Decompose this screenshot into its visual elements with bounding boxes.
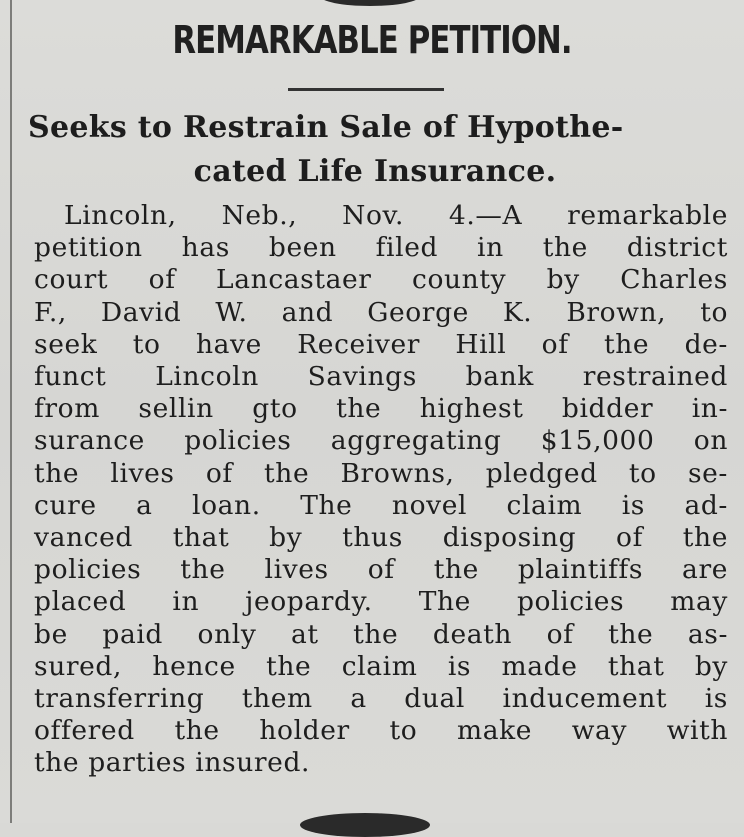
subheadline-line: cated Life Insurance. — [193, 154, 557, 189]
body-line: the lives of the Browns, pledged to se- — [34, 457, 728, 489]
body-line: the parties insured. — [34, 747, 311, 779]
subheadline-line: Seeks to Restrain Sale of Hypothe- — [28, 110, 624, 145]
body-line: seek to have Receiver Hill of the de- — [34, 328, 728, 360]
subheadline — [20, 106, 730, 194]
headline: REMARKABLE PETITION. — [172, 18, 572, 62]
body-line: transferring them a dual inducement is — [34, 683, 728, 715]
column-rule — [10, 0, 12, 823]
body-line: funct Lincoln Savings bank restrained — [34, 361, 728, 393]
body-line: offered the holder to make way with — [34, 715, 728, 747]
body-line: Lincoln, Neb., Nov. 4.—A remarkable — [64, 200, 728, 231]
ink-blot-bottom — [300, 813, 430, 837]
headline-divider — [288, 88, 444, 91]
body-line: policies the lives of the plaintiffs are — [34, 554, 728, 586]
body-line: surance policies aggregating $15,000 on — [34, 425, 728, 457]
ink-blot-top — [320, 0, 420, 6]
body-line: F., David W. and George K. Brown, to — [34, 296, 728, 328]
body-line: placed in jeopardy. The policies may — [34, 586, 728, 618]
body-line: be paid only at the death of the as- — [34, 618, 728, 650]
body-line: court of Lancastaer county by Charles — [34, 264, 728, 296]
article-body — [34, 200, 728, 780]
body-line: cure a loan. The novel claim is ad- — [34, 489, 728, 521]
body-line: vanced that by thus disposing of the — [34, 522, 728, 554]
body-line: petition has been filed in the district — [34, 232, 728, 264]
body-line: from sellin gto the highest bidder in- — [34, 393, 728, 425]
body-line: sured, hence the claim is made that by — [34, 650, 728, 682]
